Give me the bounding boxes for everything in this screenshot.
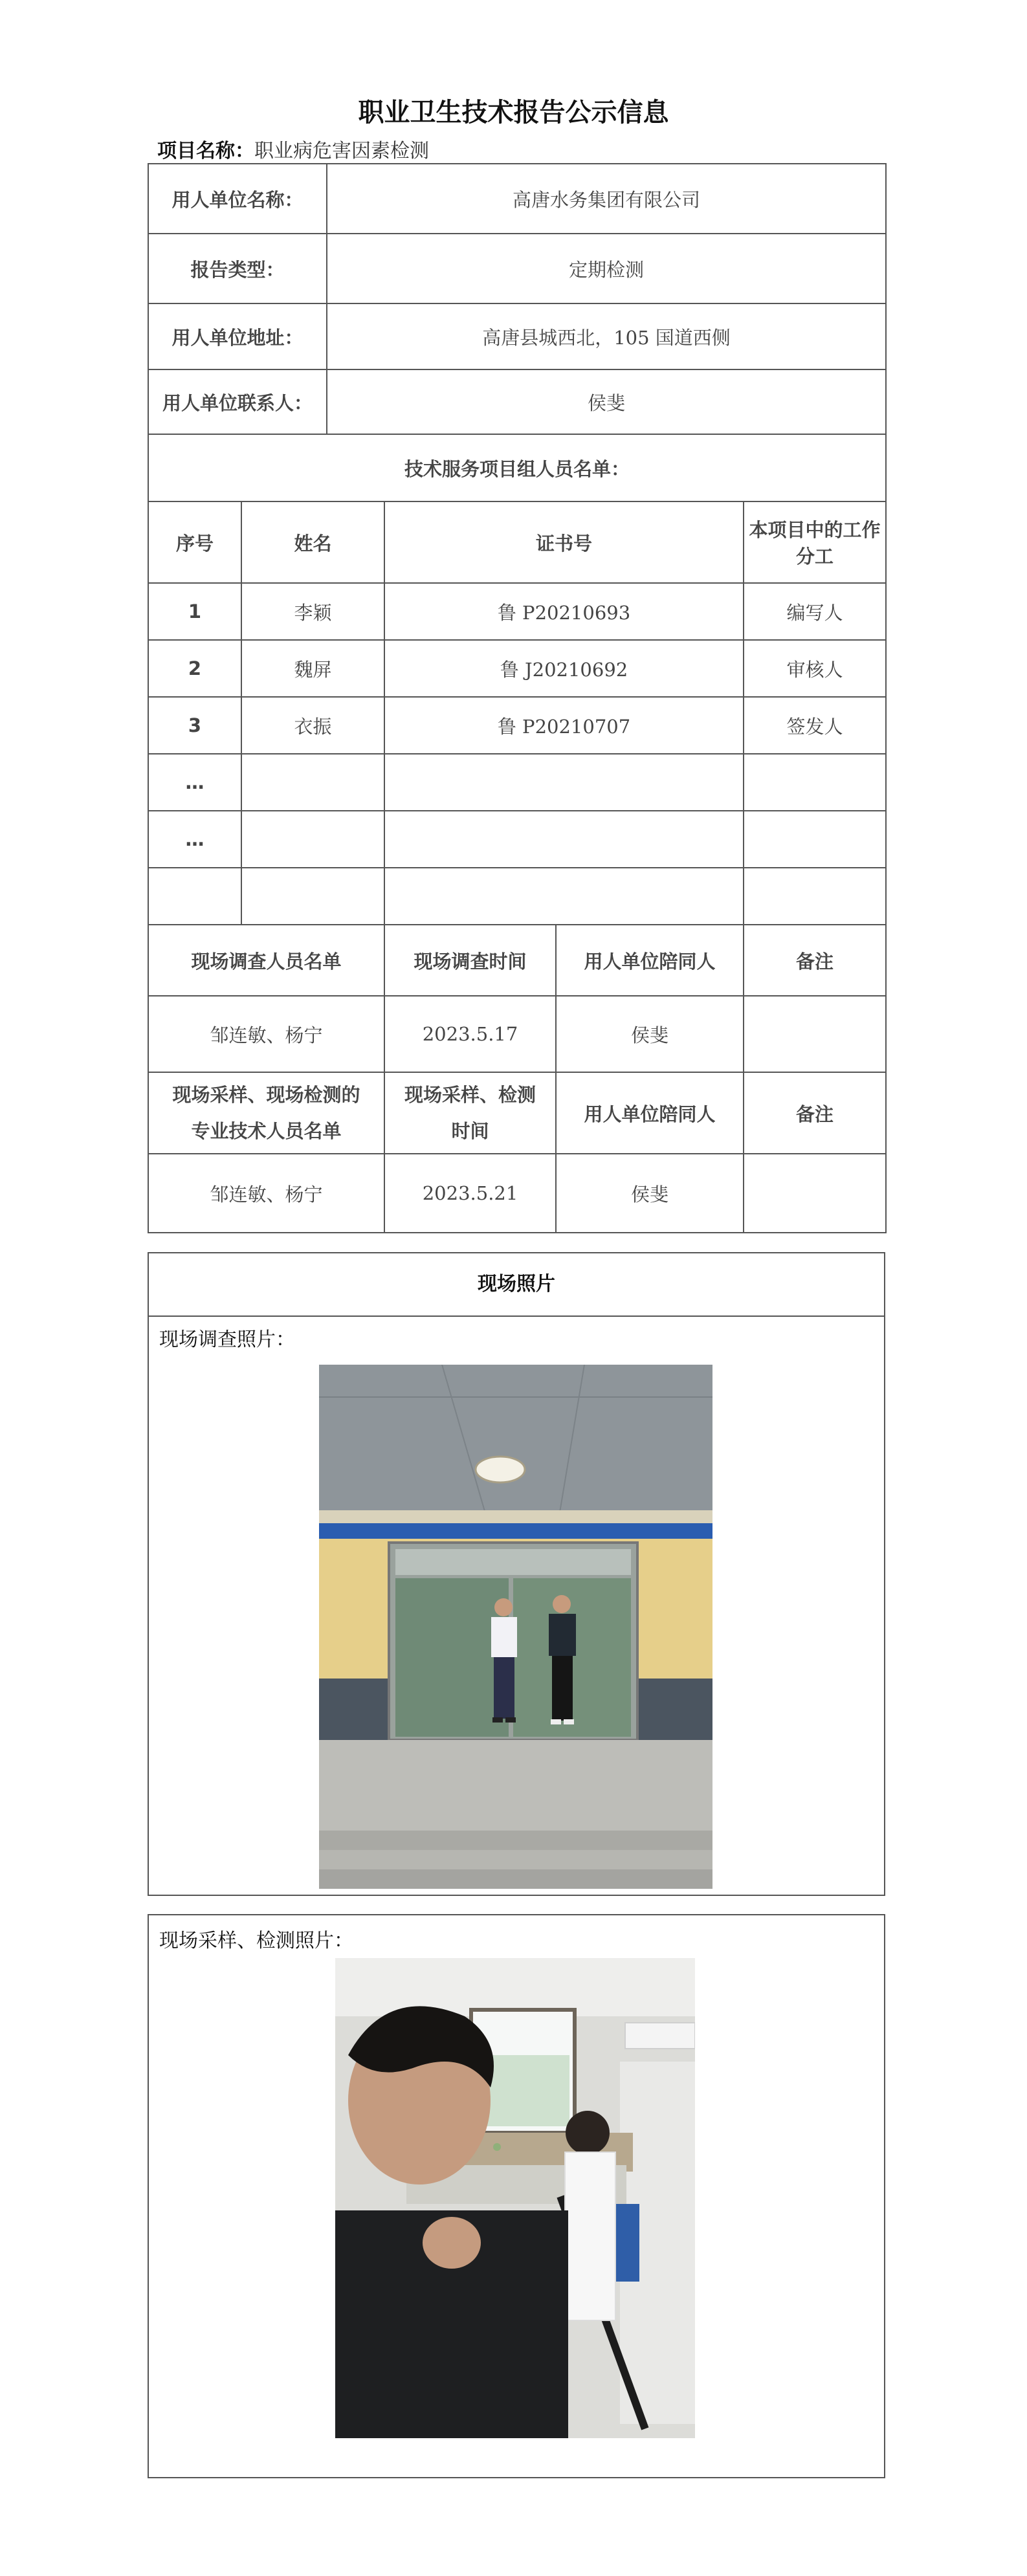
team-no: 1 [148, 583, 241, 640]
team-role [744, 811, 886, 868]
info-label: 用人单位地址： [148, 303, 327, 369]
info-value: 高唐水务集团有限公司 [327, 164, 886, 234]
project-line [157, 135, 429, 163]
team-cert [384, 811, 744, 868]
team-no: … [148, 811, 241, 868]
team-header-row [148, 501, 886, 583]
survey-escort-header: 用人单位陪同人 [556, 925, 744, 996]
sampling-photo-image [335, 1958, 695, 2438]
info-row [148, 164, 886, 234]
sampling-note-header: 备注 [744, 1072, 886, 1154]
project-label: 项目名称： [157, 140, 254, 162]
team-no: … [148, 754, 241, 811]
sampling-time-header-line1: 现场采样、检测 [404, 1084, 536, 1106]
survey-photo-label: 现场调查照片： [159, 1328, 295, 1351]
sampling-photo [335, 1958, 695, 2438]
survey-photo [319, 1365, 712, 1889]
team-no: 3 [148, 697, 241, 754]
survey-escort: 侯斐 [556, 996, 744, 1072]
sampling-header-row [148, 1072, 886, 1154]
info-row [148, 234, 886, 303]
col-header-cert: 证书号 [384, 501, 744, 583]
info-value: 定期检测 [327, 234, 886, 303]
sampling-value-row [148, 1154, 886, 1233]
col-header-name: 姓名 [241, 501, 384, 583]
team-row [148, 697, 886, 754]
team-cert: 鲁 P20210707 [384, 697, 744, 754]
team-heading: 技术服务项目组人员名单： [148, 434, 886, 501]
info-label: 用人单位联系人： [148, 369, 327, 434]
sampling-staff-header [148, 1072, 384, 1154]
col-header-no: 序号 [148, 501, 241, 583]
team-name: 魏屏 [241, 640, 384, 697]
survey-value-row [148, 996, 886, 1072]
team-role: 审核人 [744, 640, 886, 697]
sampling-photo-label: 现场采样、检测照片： [159, 1930, 353, 1952]
sampling-time: 2023.5.21 [384, 1154, 556, 1233]
col-header-role: 本项目中的工作分工 [744, 501, 886, 583]
info-value: 侯斐 [327, 369, 886, 434]
team-cert [384, 754, 744, 811]
page-title: 职业卫生技术报告公示信息 [358, 98, 669, 127]
sampling-photo-box [148, 1914, 885, 2478]
team-name [241, 754, 384, 811]
info-label: 用人单位名称： [148, 164, 327, 234]
site-photo-box [148, 1252, 885, 1896]
sampling-note [744, 1154, 886, 1233]
info-row [148, 303, 886, 369]
team-role [744, 754, 886, 811]
project-value: 职业病危害因素检测 [254, 140, 429, 162]
survey-header-row [148, 925, 886, 996]
team-row-empty [148, 868, 886, 925]
team-name [241, 811, 384, 868]
team-role [744, 868, 886, 925]
team-cert [384, 868, 744, 925]
survey-staff: 邹连敏、杨宁 [148, 996, 384, 1072]
sampling-staff-header-line1: 现场采样、现场检测的 [172, 1084, 360, 1106]
info-label: 报告类型： [148, 234, 327, 303]
survey-note-header: 备注 [744, 925, 886, 996]
team-cert: 鲁 P20210693 [384, 583, 744, 640]
sampling-staff: 邹连敏、杨宁 [148, 1154, 384, 1233]
sampling-escort-header: 用人单位陪同人 [556, 1072, 744, 1154]
team-heading-row [148, 434, 886, 501]
info-value: 高唐县城西北，105 国道西侧 [327, 303, 886, 369]
team-row [148, 583, 886, 640]
team-row-empty [148, 754, 886, 811]
survey-note [744, 996, 886, 1072]
photos-section-title: 现场照片 [149, 1253, 884, 1317]
sampling-time-header-line2: 时间 [451, 1120, 489, 1142]
team-role: 签发人 [744, 697, 886, 754]
team-row-empty [148, 811, 886, 868]
sampling-staff-header-line2: 专业技术人员名单 [191, 1120, 342, 1142]
report-info-table [148, 163, 887, 1233]
team-name: 衣振 [241, 697, 384, 754]
sampling-time-header [384, 1072, 556, 1154]
survey-time: 2023.5.17 [384, 996, 556, 1072]
team-row [148, 640, 886, 697]
team-role: 编写人 [744, 583, 886, 640]
survey-photo-image [319, 1365, 712, 1889]
team-no: 2 [148, 640, 241, 697]
team-name [241, 868, 384, 925]
survey-time-header: 现场调查时间 [384, 925, 556, 996]
survey-staff-header: 现场调查人员名单 [148, 925, 384, 996]
team-no [148, 868, 241, 925]
team-cert: 鲁 J20210692 [384, 640, 744, 697]
info-row [148, 369, 886, 434]
team-name: 李颖 [241, 583, 384, 640]
sampling-escort: 侯斐 [556, 1154, 744, 1233]
